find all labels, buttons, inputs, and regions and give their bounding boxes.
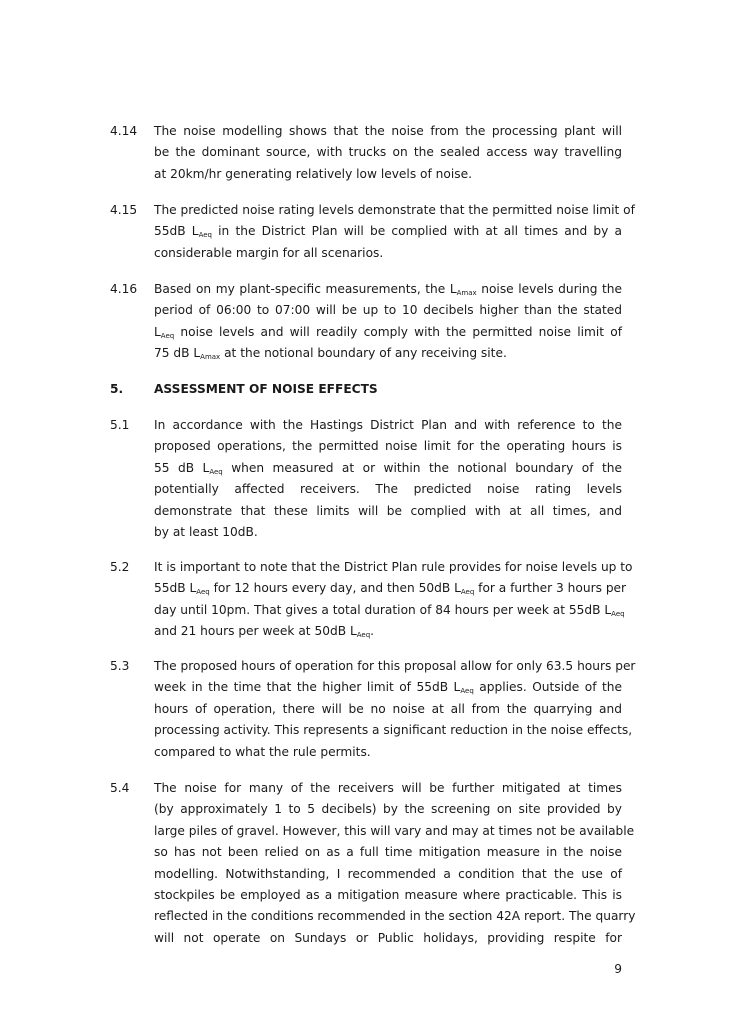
text-line: stockpiles be employed as a mitigation measure where practicable. This is [154, 887, 622, 902]
text-line: week in the time that the higher limit of 55dB $L_{Aeq}$ applies. Outside of the [154, 680, 622, 696]
text-line: demonstrate that these limits will be complied with at all times, and [154, 503, 622, 518]
paragraph-number: 4.15 [110, 203, 138, 217]
text-line: potentially affected receivers. The predicted noise rating levels [154, 482, 622, 497]
paragraph-text [154, 557, 633, 643]
subscript: Aeq [460, 588, 475, 597]
paragraph-text [154, 200, 635, 264]
text-line: (by approximately 1 to 5 decibels) by the screening on site provided by [154, 802, 622, 817]
subscript: Aeq [198, 231, 212, 240]
text-line: proposed operations, the permitted noise limit for the operating hours is [154, 439, 622, 454]
paragraph-number: 4.14 [110, 124, 138, 138]
text-line: at 20km/hr generating relatively low levels of noise. [154, 166, 472, 181]
subscript: Aeq [209, 467, 223, 476]
subscript: Aeq [356, 631, 371, 640]
paragraph-text [154, 656, 636, 763]
paragraph-number: 5.1 [110, 418, 130, 432]
subscript: Aeq [196, 588, 210, 597]
text-line: day until 10pm. That gives a total duration of 84 hours per week at 55dB $L_{Aeq}$ [154, 602, 625, 618]
text-line: 55dB $L_{Aeq}$ in the District Plan will be complied with at all times and by a [154, 224, 622, 240]
text-line: by at least 10dB. [154, 524, 258, 539]
paragraph-text [154, 778, 636, 949]
paragraph-number: 5.2 [110, 560, 130, 574]
subscript: Aeq [160, 331, 175, 340]
text-line: and 21 hours per week at 50dB $L_{Aeq}$. [154, 624, 375, 640]
text-line: $L_{Aeq}$ noise levels and will readily comply with the permitted noise limit of [154, 324, 622, 340]
text-line: ASSESSMENT OF NOISE EFFECTS [154, 382, 378, 396]
paragraph-number: 5. [110, 382, 124, 396]
subscript: Aeq [460, 687, 474, 696]
paragraph-text [154, 279, 622, 365]
subscript: Amax [456, 289, 477, 297]
text-line: 75 dB $L_{Amax}$ at the notional boundary of any receiving site. [154, 346, 507, 362]
text-line: In accordance with the Hastings District Plan and with reference to the [154, 418, 622, 432]
text-line: Based on my plant-specific measurements, the $L_{Amax}$ noise levels during the [154, 282, 622, 297]
text-line: will not operate on Sundays or Public holidays, providing respite for [154, 930, 622, 945]
text-line: The noise for many of the receivers will be further mitigated at times [154, 781, 622, 795]
paragraph-number: 4.16 [110, 282, 138, 296]
text-line: be the dominant source, with trucks on the sealed access way travelling [154, 145, 622, 160]
text-line: It is important to note that the District Plan rule provides for noise levels up to [154, 560, 633, 574]
text-line: 55 dB $L_{Aeq}$ when measured at or within the notional boundary of the [154, 460, 622, 476]
text-line: The proposed hours of operation for this proposal allow for only 63.5 hours per [154, 659, 636, 673]
text-line: hours of operation, there will be no noise at all from the quarrying and [154, 701, 622, 716]
text-line: The predicted noise rating levels demonstrate that the permitted noise limit of [154, 203, 635, 217]
text-line: compared to what the rule permits. [154, 744, 371, 759]
text-line: 55dB $L_{Aeq}$ for 12 hours every day, and then 50dB $L_{Aeq}$ for a further 3 hours per [154, 581, 627, 597]
paragraph-text [154, 415, 622, 543]
text-line: considerable margin for all scenarios. [154, 245, 384, 260]
text-line: so has not been relied on as a full time mitigation measure in the noise [154, 845, 622, 860]
text-line: processing activity. This represents a significant reduction in the noise effects, [154, 723, 633, 738]
paragraph-number: 5.3 [110, 659, 130, 673]
text-line: large piles of gravel. However, this will vary and may at times not be available [154, 823, 635, 838]
subscript: Aeq [611, 609, 625, 618]
subscript: Amax [200, 353, 221, 362]
page-number: 9 [614, 962, 622, 976]
paragraph-text [154, 379, 622, 400]
text-line: The noise modelling shows that the noise from the processing plant will [154, 124, 622, 138]
text-line: period of 06:00 to 07:00 will be up to 10 decibels higher than the stated [154, 303, 622, 318]
paragraph-number: 5.4 [110, 781, 130, 795]
text-line: modelling. Notwithstanding, I recommended a condition that the use of [154, 866, 622, 881]
paragraph-text [154, 121, 622, 185]
text-line: reflected in the conditions recommended in the section 42A report. The quarry [154, 909, 636, 924]
